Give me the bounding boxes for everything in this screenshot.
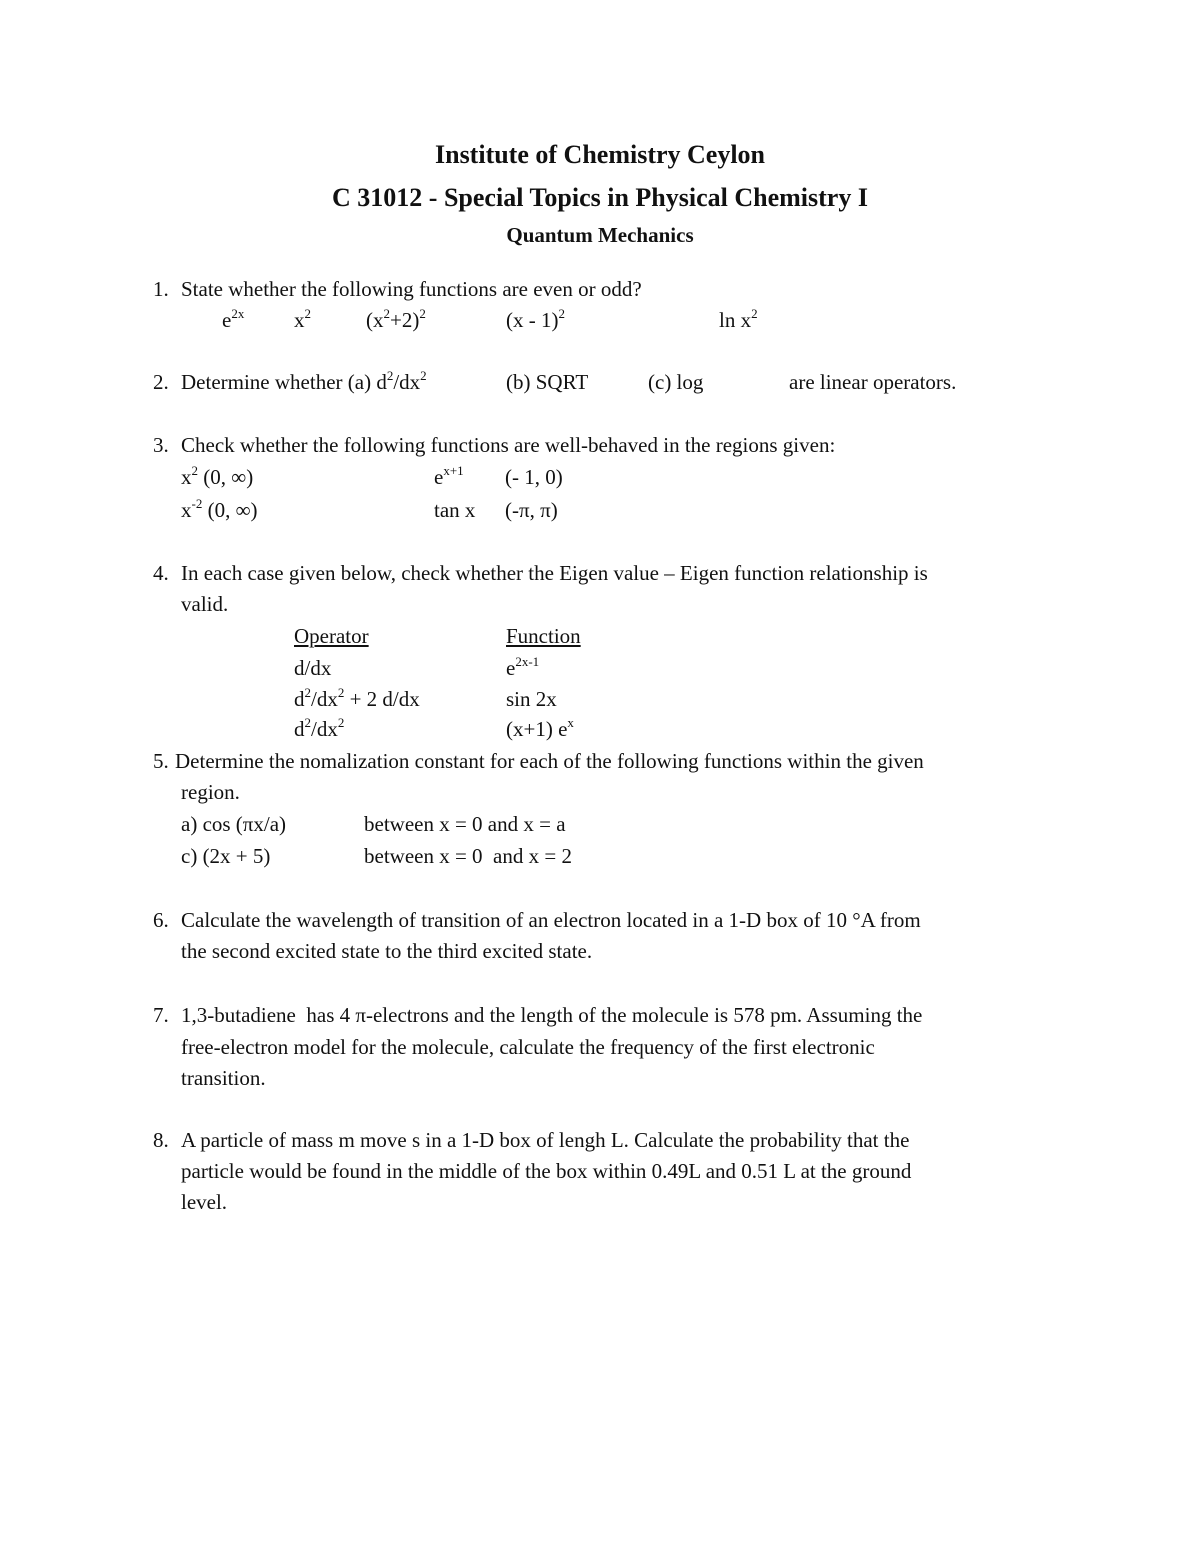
question-text-end: are linear operators. [789, 370, 957, 394]
option-c: (c) log [648, 370, 704, 394]
question-number: 7. [153, 1003, 169, 1027]
question-number: 1. [153, 277, 169, 301]
function-expression: $e^{x+1}$ [434, 463, 464, 489]
question-text: 1,3-butadiene has 4 π-electrons and the length of the molecule is 578 pm. Assuming the [181, 1003, 923, 1027]
region-range: between x = 0 and x = 2 [364, 844, 572, 868]
question-text: Determine the nomalization constant for each of the following functions within the given [175, 749, 924, 773]
function-expression: $x^2$ [294, 306, 311, 332]
question-text: level. [181, 1190, 228, 1214]
operator-cell: $d^2/dx^2$ [294, 715, 345, 741]
institute-title: Institute of Chemistry Ceylon [434, 140, 766, 169]
function-expression: tan x [434, 498, 476, 522]
question-text: free-electron model for the molecule, calculate the frequency of the first electronic [181, 1035, 875, 1059]
question-text: Determine whether (a) $d^2/dx^2$ [181, 368, 427, 394]
question-text: In each case given below, check whether the Eigen value – Eigen function relationship is [181, 561, 928, 585]
question-text: transition. [181, 1066, 266, 1090]
region-range: (- 1, 0) [505, 465, 563, 489]
function-expression: $e^{2x}$ [222, 306, 245, 332]
question-number: 5. [153, 749, 169, 773]
question-text: A particle of mass m move s in a 1-D box of lengh L. Calculate the probability that the [181, 1128, 910, 1152]
region-range: between x = 0 and x = a [364, 812, 566, 836]
column-header-function: Function [506, 624, 581, 648]
question-text: the second excited state to the third excited state. [181, 939, 593, 963]
question-number: 6. [153, 908, 169, 932]
question-text: region. [181, 780, 240, 804]
question-text: Check whether the following functions are well-behaved in the regions given: [181, 433, 836, 457]
question-text: particle would be found in the middle of the box within 0.49L and 0.51 L at the ground [181, 1159, 912, 1183]
function-expression: (x - 1)$^2$ [506, 306, 565, 332]
question-number: 3. [153, 433, 169, 457]
question-text: State whether the following functions are even or odd? [181, 277, 642, 301]
operator-cell: $d^2/dx^2 + 2$ d/dx [294, 685, 420, 711]
function-expression: $x^{-2}$ (0, ∞) [181, 496, 258, 522]
function-expression: $\ln x^2$ [719, 306, 758, 332]
question-text: Calculate the wavelength of transition of an electron located in a 1-D box of 10 °A from [181, 908, 921, 932]
course-title: C 31012 - Special Topics in Physical Chemistry I [332, 183, 868, 212]
topic-title: Quantum Mechanics [506, 223, 694, 247]
question-number: 8. [153, 1128, 169, 1152]
region-range: (-π, π) [505, 498, 558, 522]
function-cell: sin 2x [506, 687, 557, 711]
function-expression: $(x^2+2)^2$ [366, 306, 426, 332]
question-number: 4. [153, 561, 169, 585]
option-b: (b) SQRT [506, 370, 589, 394]
column-header-operator: Operator [294, 624, 369, 648]
question-number: 2. [153, 370, 169, 394]
function-cell: $e^{2x-1}$ [506, 654, 540, 680]
question-text: valid. [181, 592, 229, 616]
function-cell: (x+1) $e^x$ [506, 715, 574, 741]
function-expression: $x^2$ (0, ∞) [181, 463, 254, 489]
function-expression: a) cos (πx/a) [181, 812, 287, 836]
operator-cell: d/dx [294, 656, 332, 680]
function-expression: c) (2x + 5) [181, 844, 271, 868]
